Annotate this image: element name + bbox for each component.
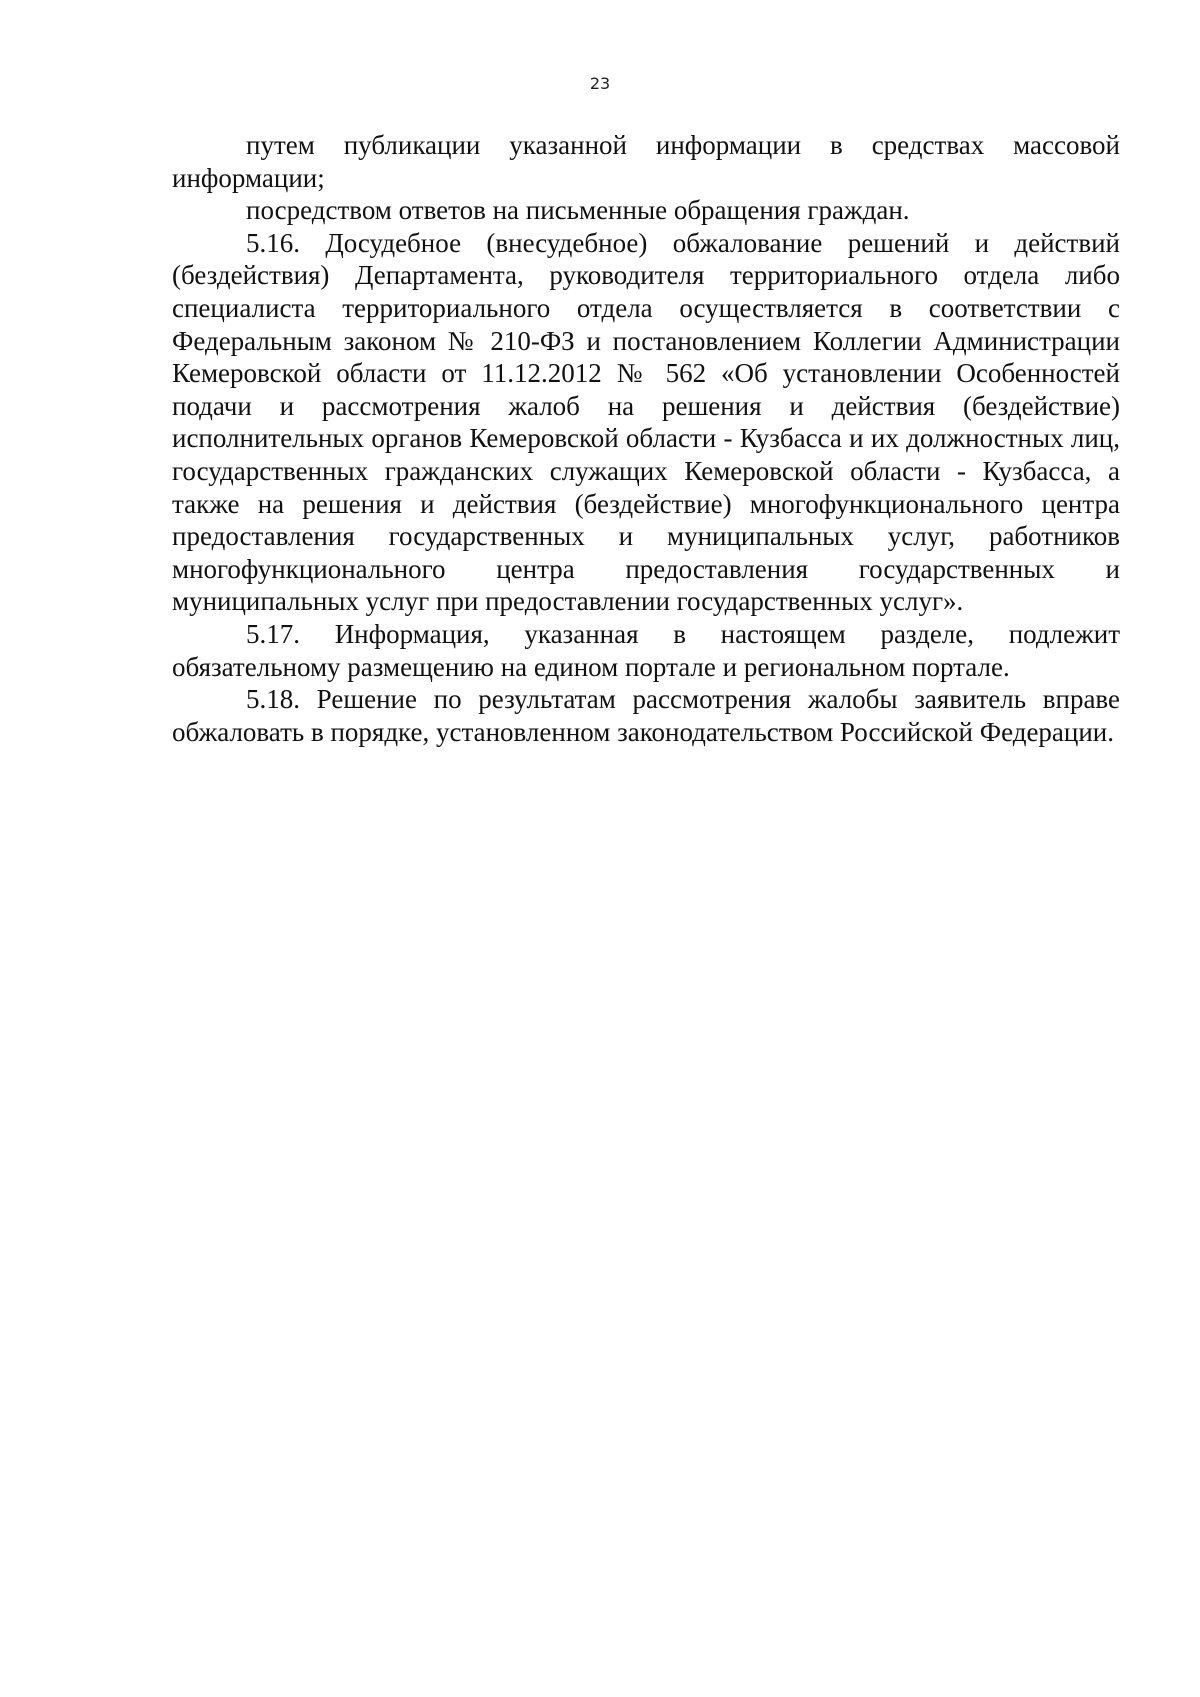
paragraph-5-18: 5.18. Решение по результатам рассмотрения жалобы заявитель вправе обжаловать в порядке, установленном законодательством Российской Федерации.	[172, 684, 1120, 747]
document-body	[172, 129, 1120, 748]
page-number: 23	[589, 74, 611, 93]
paragraph-5-17: 5.17. Информация, указанная в настоящем разделе, подлежит обязательному размещению на едином портале и региональном портале.	[172, 618, 1120, 682]
paragraph-written-responses: посредством ответов на письменные обращения граждан.	[246, 195, 910, 226]
paragraph-publication: путем публикации указанной информации в средствах массовой информации;	[172, 130, 1120, 193]
paragraph-5-16: 5.16. Досудебное (внесудебное) обжалование решений и действий (бездействия) Департамента, руководителя территориального отдела либо специалиста территориального отдела осуществляется в соответствии с Федеральным законом № 210-ФЗ и постановлением Коллегии Администрации Кемеровской области от 11.12.2012 № 562 «Об установлении Особенностей подачи и рассмотрения жалоб на решения и действия (бездействие) исполнительных органов Кемеровской области - Кузбасса и их должностных лиц, государственных гражданских служащих Кемеровской области - Кузбасса, а также на решения и действия (бездействие) многофункционального центра предоставления государственных и муниципальных услуг, работников многофункционального центра предоставления государственных и муниципальных услуг при предоставлении государственных услуг».	[172, 227, 1120, 617]
